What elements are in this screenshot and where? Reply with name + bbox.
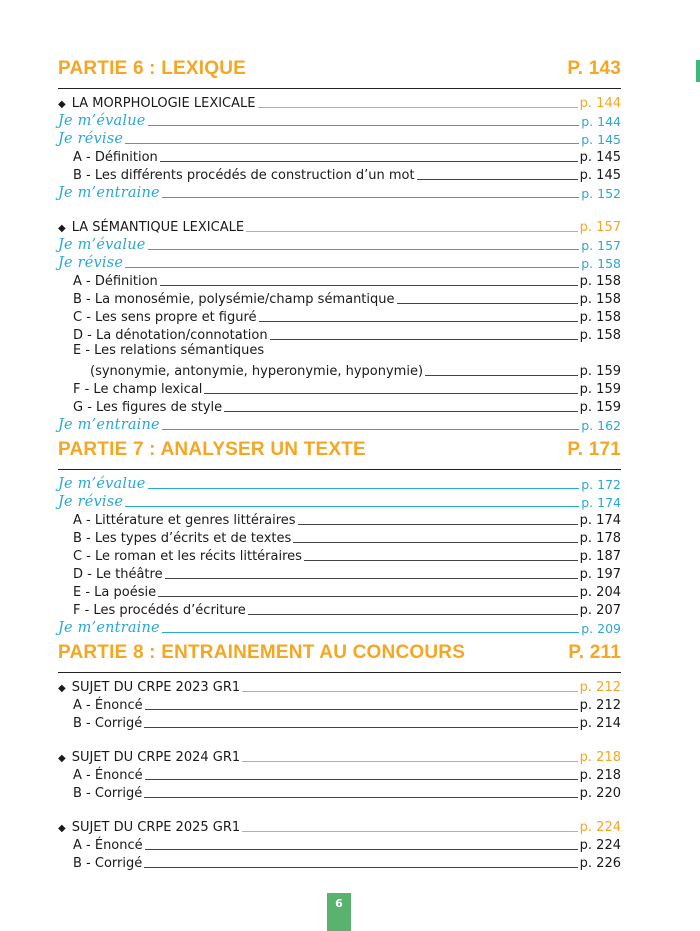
toc-item[interactable] [58, 271, 621, 289]
je-m-entraine-entry[interactable] [58, 415, 621, 433]
section-entry[interactable] [58, 817, 621, 835]
toc-item[interactable] [58, 853, 621, 871]
item-label: B - La monosémie, polysémie/champ sémantique [73, 292, 395, 307]
item-label: C - Le roman et les récits littéraires [73, 549, 302, 564]
section-title: SUJET DU CRPE 2023 GR1 [71, 680, 241, 695]
item-label: F - Les procédés d’écriture [73, 603, 246, 618]
toc-item[interactable] [58, 397, 621, 415]
je-m-evalue-entry[interactable] [58, 235, 621, 253]
entry-label: Je m’évalue [58, 476, 146, 492]
item-label: (synonymie, antonymie, hyperonymie, hyponymie) [90, 364, 424, 379]
section-page: p. 157 [579, 220, 621, 235]
page-number: 6 [335, 897, 343, 910]
toc-item[interactable] [58, 695, 621, 713]
item-label: A - Définition [73, 274, 158, 289]
je-m-entraine-entry[interactable] [58, 183, 621, 201]
je-m-evalue-entry[interactable] [58, 474, 621, 492]
section-page: p. 144 [579, 96, 621, 111]
part-heading[interactable] [58, 58, 621, 88]
item-label: B - Corrigé [73, 716, 143, 731]
je-revise-entry[interactable] [58, 129, 621, 147]
part-page: P. 211 [568, 642, 621, 663]
item-label: F - Le champ lexical [73, 382, 203, 397]
entry-page: p. 145 [581, 132, 621, 147]
part-divider [58, 672, 621, 673]
toc-item[interactable] [58, 564, 621, 582]
item-page: p. 174 [579, 513, 621, 528]
entry-label: Je m’évalue [58, 113, 146, 129]
item-page: p. 220 [579, 786, 621, 801]
item-label: A - Littérature et genres littéraires [73, 513, 296, 528]
table-of-contents [58, 58, 621, 871]
item-page: p. 158 [579, 310, 621, 325]
entry-page: p. 152 [581, 186, 621, 201]
item-page: p. 158 [579, 274, 621, 289]
je-revise-entry[interactable] [58, 253, 621, 271]
entry-page: p. 172 [581, 477, 621, 492]
toc-item[interactable] [58, 600, 621, 618]
entry-label: Je révise [58, 255, 124, 271]
item-page: p. 226 [579, 856, 621, 871]
item-page: p. 214 [579, 716, 621, 731]
toc-item[interactable] [58, 147, 621, 165]
item-label: G - Les figures de style [73, 400, 223, 415]
part-divider [58, 88, 621, 89]
je-revise-entry[interactable] [58, 492, 621, 510]
item-page: p. 207 [579, 603, 621, 618]
section-entry[interactable] [58, 677, 621, 695]
item-label: B - Corrigé [73, 856, 143, 871]
part-page: P. 143 [567, 58, 621, 79]
part-page: P. 171 [567, 439, 621, 460]
diamond-bullet-icon: ◆ [58, 823, 66, 834]
item-page: p. 145 [579, 150, 621, 165]
toc-item[interactable] [58, 546, 621, 564]
item-page: p. 178 [579, 531, 621, 546]
item-label: B - Les types d’écrits et de textes [73, 531, 292, 546]
entry-page: p. 157 [581, 238, 621, 253]
item-page: p. 159 [579, 364, 621, 379]
entry-label: Je m’évalue [58, 237, 146, 253]
part-title: PARTIE 6 : LEXIQUE [58, 58, 246, 79]
item-label: A - Définition [73, 150, 158, 165]
diamond-bullet-icon: ◆ [58, 223, 66, 234]
toc-item[interactable] [58, 528, 621, 546]
diamond-bullet-icon: ◆ [58, 683, 66, 694]
section-entry[interactable] [58, 217, 621, 235]
entry-page: p. 158 [581, 256, 621, 271]
item-page: p. 158 [579, 328, 621, 343]
item-page: p. 159 [579, 400, 621, 415]
item-page: p. 224 [579, 838, 621, 853]
side-edge-tab [696, 60, 700, 82]
item-label: D - Le théâtre [73, 567, 163, 582]
entry-label: Je révise [58, 131, 124, 147]
section-entry[interactable] [58, 747, 621, 765]
item-label: C - Les sens propre et figuré [73, 310, 257, 325]
diamond-bullet-icon: ◆ [58, 99, 66, 110]
diamond-bullet-icon: ◆ [58, 753, 66, 764]
toc-item[interactable] [58, 510, 621, 528]
item-label: B - Les différents procédés de construction d’un mot [73, 168, 415, 183]
section-page: p. 224 [579, 820, 621, 835]
item-page: p. 158 [579, 292, 621, 307]
section-page: p. 212 [579, 680, 621, 695]
item-page: p. 218 [579, 768, 621, 783]
toc-item[interactable] [58, 307, 621, 325]
entry-page: p. 209 [581, 621, 621, 636]
toc-item[interactable] [58, 379, 621, 397]
section-entry[interactable] [58, 93, 621, 111]
item-page: p. 159 [579, 382, 621, 397]
item-page: p. 145 [579, 168, 621, 183]
je-m-entraine-entry[interactable] [58, 618, 621, 636]
item-label: A - Énoncé [73, 768, 143, 783]
item-label: E - La poésie [73, 585, 157, 600]
entry-page: p. 144 [581, 114, 621, 129]
item-label: D - La dénotation/connotation [73, 328, 268, 343]
entry-page: p. 162 [581, 418, 621, 433]
toc-item[interactable] [58, 765, 621, 783]
toc-item[interactable] [58, 582, 621, 600]
entry-label: Je m’entraine [58, 620, 160, 636]
item-page: p. 204 [579, 585, 621, 600]
toc-item[interactable] [58, 289, 621, 307]
item-page: p. 197 [579, 567, 621, 582]
section-title: LA MORPHOLOGIE LEXICALE [71, 96, 256, 111]
toc-item[interactable] [58, 165, 621, 183]
part-heading[interactable] [58, 439, 621, 469]
section-page: p. 218 [579, 750, 621, 765]
entry-label: Je m’entraine [58, 417, 160, 433]
section-title: SUJET DU CRPE 2024 GR1 [71, 750, 241, 765]
toc-item[interactable] [58, 783, 621, 801]
entry-page: p. 174 [581, 495, 621, 510]
item-page: p. 187 [579, 549, 621, 564]
part-title: PARTIE 8 : ENTRAINEMENT AU CONCOURS [58, 642, 466, 663]
item-label: B - Corrigé [73, 786, 143, 801]
part-divider [58, 469, 621, 470]
toc-item[interactable] [58, 713, 621, 731]
je-m-evalue-entry[interactable] [58, 111, 621, 129]
page-number-tab [327, 893, 351, 931]
item-page: p. 212 [579, 698, 621, 713]
part-title: PARTIE 7 : ANALYSER UN TEXTE [58, 439, 366, 460]
item-label: A - Énoncé [73, 698, 143, 713]
section-title: SUJET DU CRPE 2025 GR1 [71, 820, 241, 835]
toc-item-first-line[interactable]: E - Les relations sémantiques [73, 343, 265, 358]
entry-label: Je m’entraine [58, 185, 160, 201]
entry-label: Je révise [58, 494, 124, 510]
toc-item[interactable] [58, 325, 621, 343]
item-label: A - Énoncé [73, 838, 143, 853]
section-title: LA SÉMANTIQUE LEXICALE [71, 220, 245, 235]
toc-item[interactable] [58, 835, 621, 853]
part-heading[interactable] [58, 642, 621, 672]
toc-item-continuation[interactable] [58, 361, 621, 379]
